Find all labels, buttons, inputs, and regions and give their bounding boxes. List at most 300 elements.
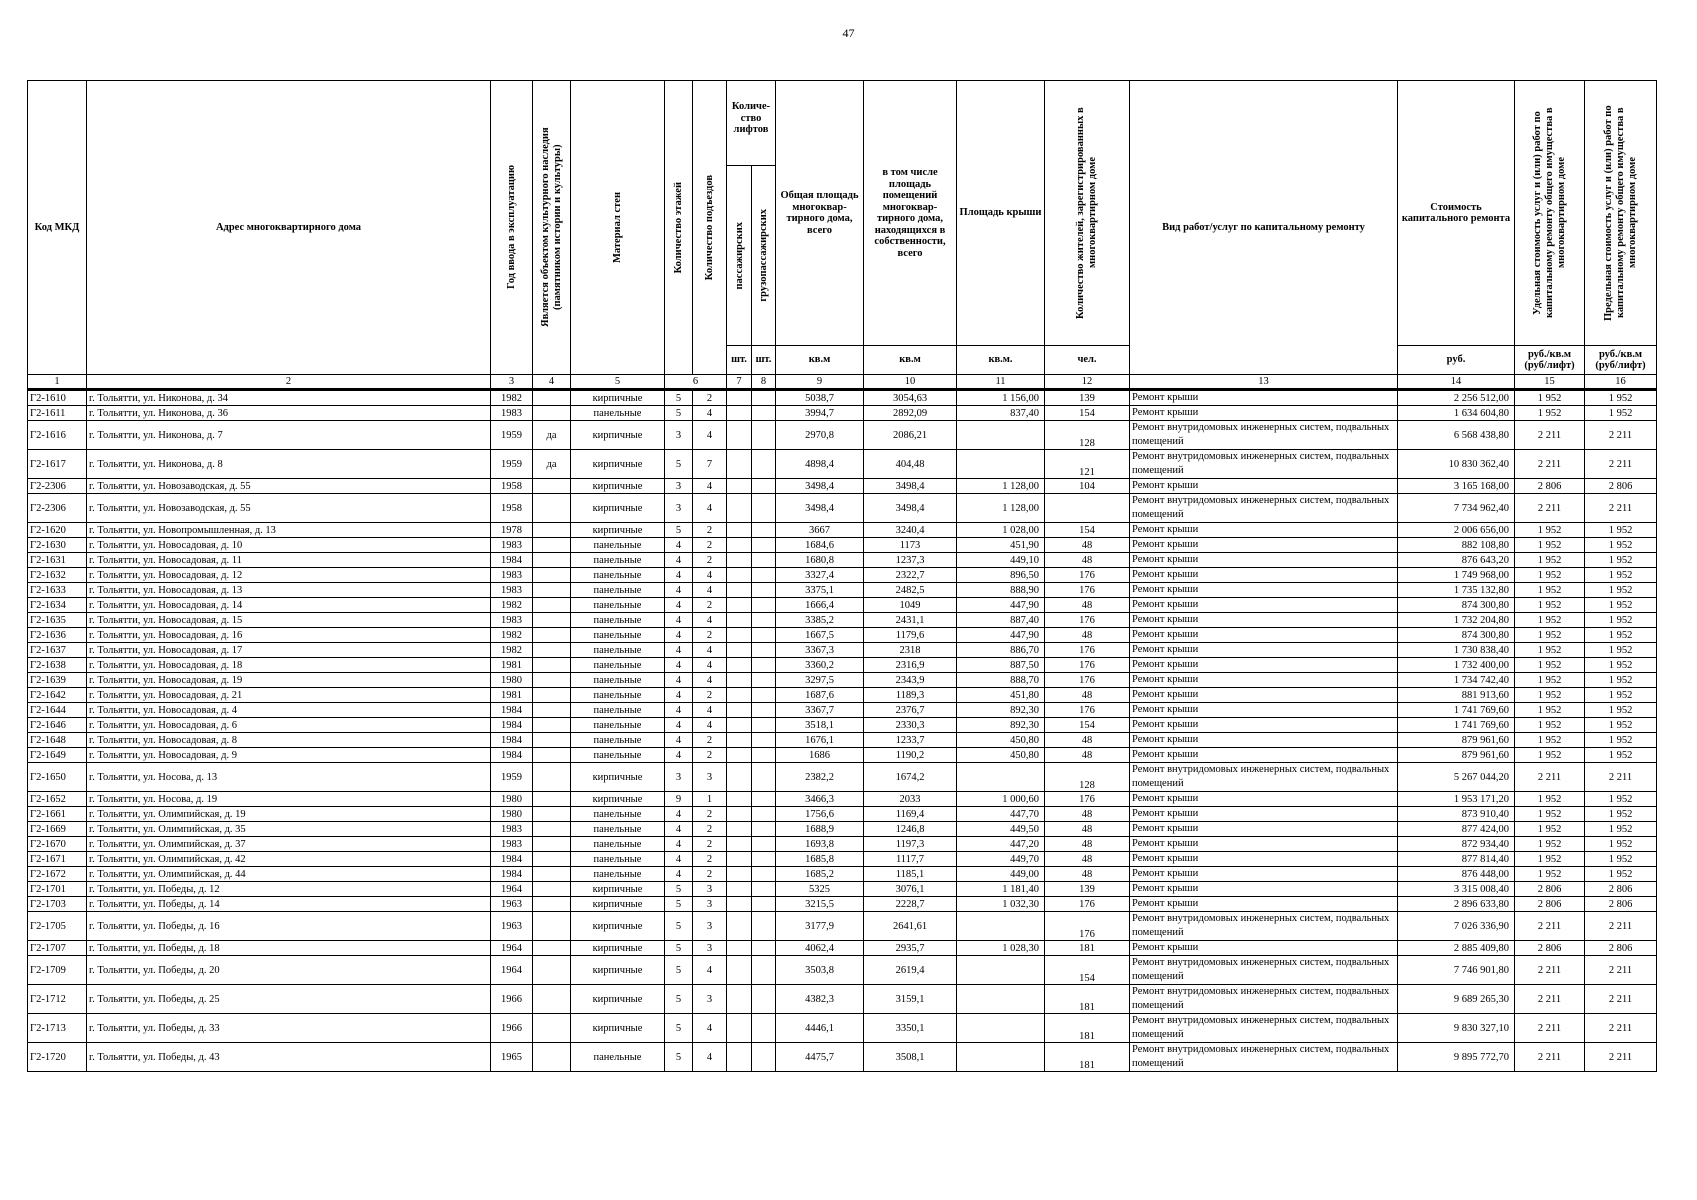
cell-total-area: 4382,3 <box>776 985 864 1014</box>
cell-lifts-pass <box>727 673 752 688</box>
cell-owned-area: 3498,4 <box>864 494 957 523</box>
cell-total-area: 1666,4 <box>776 598 864 613</box>
cell-entrances: 4 <box>693 583 727 598</box>
cell-year: 1982 <box>491 390 533 406</box>
cell-code: Г2-1635 <box>28 613 87 628</box>
cell-cost: 1 749 968,00 <box>1398 568 1515 583</box>
cell-cost: 877 424,00 <box>1398 822 1515 837</box>
cell-heritage <box>533 583 571 598</box>
cell-owned-area: 1674,2 <box>864 763 957 792</box>
cell-heritage <box>533 748 571 763</box>
cell-year: 1980 <box>491 807 533 822</box>
cell-roof-area: 451,90 <box>957 538 1045 553</box>
cell-unit-cost: 1 952 <box>1515 688 1585 703</box>
cell-floors: 4 <box>665 688 693 703</box>
cell-owned-area: 2376,7 <box>864 703 957 718</box>
cell-lifts-pass <box>727 479 752 494</box>
cell-residents: 139 <box>1045 882 1130 897</box>
cell-cost: 2 256 512,00 <box>1398 390 1515 406</box>
cell-address: г. Тольятти, ул. Олимпийская, д. 44 <box>87 867 491 882</box>
cell-heritage <box>533 882 571 897</box>
cell-wall: кирпичные <box>571 941 665 956</box>
cell-unit-cost: 1 952 <box>1515 837 1585 852</box>
cell-total-area: 3297,5 <box>776 673 864 688</box>
cell-code: Г2-1720 <box>28 1043 87 1072</box>
cell-cost: 1 741 769,60 <box>1398 703 1515 718</box>
cell-address: г. Тольятти, ул. Олимпийская, д. 42 <box>87 852 491 867</box>
cell-unit-cost: 2 806 <box>1515 941 1585 956</box>
cell-code: Г2-1644 <box>28 703 87 718</box>
cell-floors: 4 <box>665 673 693 688</box>
cell-wall: кирпичные <box>571 479 665 494</box>
table-body <box>28 390 1657 1072</box>
cell-residents: 154 <box>1045 718 1130 733</box>
table-row <box>28 1014 1657 1043</box>
cell-floors: 3 <box>665 421 693 450</box>
cell-heritage <box>533 956 571 985</box>
cell-roof-area: 1 128,00 <box>957 494 1045 523</box>
cell-wall: панельные <box>571 1043 665 1072</box>
cell-wall: панельные <box>571 807 665 822</box>
cell-entrances: 7 <box>693 450 727 479</box>
cell-max-cost: 1 952 <box>1585 523 1657 538</box>
cell-owned-area: 1189,3 <box>864 688 957 703</box>
cell-unit-cost: 2 211 <box>1515 912 1585 941</box>
cell-entrances: 4 <box>693 658 727 673</box>
cell-work: Ремонт внутридомовых инженерных систем, подвальных помещений <box>1130 1014 1398 1043</box>
cell-year: 1964 <box>491 882 533 897</box>
cell-wall: кирпичные <box>571 956 665 985</box>
cell-work: Ремонт внутридомовых инженерных систем, подвальных помещений <box>1130 956 1398 985</box>
cell-wall: панельные <box>571 852 665 867</box>
cell-heritage <box>533 523 571 538</box>
cell-entrances: 4 <box>693 479 727 494</box>
cell-unit-cost: 2 806 <box>1515 882 1585 897</box>
unit-lifts-pass: шт. <box>727 346 752 375</box>
cell-heritage <box>533 479 571 494</box>
table-row <box>28 658 1657 673</box>
cell-lifts-pass <box>727 912 752 941</box>
table-row <box>28 450 1657 479</box>
cell-address: г. Тольятти, ул. Никонова, д. 8 <box>87 450 491 479</box>
cell-owned-area: 1246,8 <box>864 822 957 837</box>
cell-floors: 5 <box>665 956 693 985</box>
cell-roof-area: 447,70 <box>957 807 1045 822</box>
cell-entrances: 2 <box>693 837 727 852</box>
cell-cost: 7 734 962,40 <box>1398 494 1515 523</box>
cell-floors: 5 <box>665 985 693 1014</box>
cell-entrances: 4 <box>693 494 727 523</box>
cell-address: г. Тольятти, ул. Новопромышленная, д. 13 <box>87 523 491 538</box>
cell-max-cost: 1 952 <box>1585 673 1657 688</box>
cell-floors: 4 <box>665 837 693 852</box>
cell-unit-cost: 1 952 <box>1515 628 1585 643</box>
column-number: 15 <box>1515 375 1585 390</box>
cell-cost: 872 934,40 <box>1398 837 1515 852</box>
table-row <box>28 867 1657 882</box>
cell-entrances: 2 <box>693 553 727 568</box>
cell-entrances: 3 <box>693 912 727 941</box>
cell-heritage <box>533 837 571 852</box>
cell-year: 1959 <box>491 450 533 479</box>
column-number: 6 <box>665 375 727 390</box>
cell-unit-cost: 1 952 <box>1515 583 1585 598</box>
cell-entrances: 2 <box>693 598 727 613</box>
cell-floors: 9 <box>665 792 693 807</box>
cell-wall: кирпичные <box>571 912 665 941</box>
cell-max-cost: 1 952 <box>1585 406 1657 421</box>
cell-address: г. Тольятти, ул. Победы, д. 25 <box>87 985 491 1014</box>
cell-lifts-cargo <box>752 673 776 688</box>
cell-residents: 181 <box>1045 941 1130 956</box>
cell-code: Г2-1669 <box>28 822 87 837</box>
cell-floors: 4 <box>665 613 693 628</box>
cell-owned-area: 1117,7 <box>864 852 957 867</box>
cell-code: Г2-1652 <box>28 792 87 807</box>
cell-lifts-pass <box>727 985 752 1014</box>
cell-year: 1959 <box>491 763 533 792</box>
table-row <box>28 406 1657 421</box>
cell-address: г. Тольятти, ул. Никонова, д. 7 <box>87 421 491 450</box>
cell-max-cost: 1 952 <box>1585 613 1657 628</box>
cell-floors: 4 <box>665 703 693 718</box>
cell-year: 1964 <box>491 956 533 985</box>
cell-lifts-cargo <box>752 613 776 628</box>
cell-roof-area <box>957 450 1045 479</box>
cell-cost: 2 006 656,00 <box>1398 523 1515 538</box>
unit-lifts-cargo: шт. <box>752 346 776 375</box>
cell-lifts-cargo <box>752 421 776 450</box>
cell-residents: 176 <box>1045 583 1130 598</box>
cell-address: г. Тольятти, ул. Новосадовая, д. 17 <box>87 643 491 658</box>
cell-residents: 176 <box>1045 703 1130 718</box>
cell-year: 1966 <box>491 985 533 1014</box>
cell-work: Ремонт крыши <box>1130 523 1398 538</box>
header-work: Вид работ/услуг по капитальному ремонту <box>1130 81 1398 375</box>
cell-lifts-pass <box>727 450 752 479</box>
cell-heritage <box>533 985 571 1014</box>
cell-year: 1983 <box>491 406 533 421</box>
cell-lifts-pass <box>727 703 752 718</box>
cell-work: Ремонт внутридомовых инженерных систем, подвальных помещений <box>1130 912 1398 941</box>
cell-total-area: 3498,4 <box>776 479 864 494</box>
column-number: 10 <box>864 375 957 390</box>
cell-lifts-cargo <box>752 763 776 792</box>
cell-lifts-pass <box>727 598 752 613</box>
cell-owned-area: 3054,63 <box>864 390 957 406</box>
header-residents: Количество жителей, зарегистрированных в многоквартирном доме <box>1045 81 1130 346</box>
cell-lifts-cargo <box>752 837 776 852</box>
cell-code: Г2-1703 <box>28 897 87 912</box>
cell-cost: 874 300,80 <box>1398 598 1515 613</box>
cell-lifts-pass <box>727 688 752 703</box>
cell-work: Ремонт внутридомовых инженерных систем, подвальных помещений <box>1130 985 1398 1014</box>
cell-entrances: 2 <box>693 748 727 763</box>
cell-max-cost: 1 952 <box>1585 792 1657 807</box>
cell-heritage <box>533 807 571 822</box>
cell-lifts-cargo <box>752 628 776 643</box>
cell-code: Г2-1670 <box>28 837 87 852</box>
cell-lifts-pass <box>727 852 752 867</box>
cell-max-cost: 1 952 <box>1585 658 1657 673</box>
cell-floors: 5 <box>665 912 693 941</box>
cell-roof-area: 449,00 <box>957 867 1045 882</box>
cell-cost: 874 300,80 <box>1398 628 1515 643</box>
cell-code: Г2-2306 <box>28 494 87 523</box>
cell-roof-area <box>957 912 1045 941</box>
cell-lifts-cargo <box>752 912 776 941</box>
cell-residents <box>1045 494 1130 523</box>
cell-owned-area: 1173 <box>864 538 957 553</box>
cell-lifts-cargo <box>752 658 776 673</box>
cell-work: Ремонт крыши <box>1130 688 1398 703</box>
table-row <box>28 688 1657 703</box>
cell-roof-area: 892,30 <box>957 703 1045 718</box>
cell-address: г. Тольятти, ул. Победы, д. 18 <box>87 941 491 956</box>
cell-max-cost: 1 952 <box>1585 718 1657 733</box>
cell-wall: кирпичные <box>571 792 665 807</box>
cell-work: Ремонт крыши <box>1130 718 1398 733</box>
cell-lifts-cargo <box>752 568 776 583</box>
cell-heritage <box>533 553 571 568</box>
cell-work: Ремонт крыши <box>1130 598 1398 613</box>
cell-entrances: 3 <box>693 897 727 912</box>
cell-cost: 3 315 008,40 <box>1398 882 1515 897</box>
cell-work: Ремонт крыши <box>1130 837 1398 852</box>
cell-owned-area: 3498,4 <box>864 479 957 494</box>
cell-cost: 9 689 265,30 <box>1398 985 1515 1014</box>
cell-wall: панельные <box>571 867 665 882</box>
cell-heritage <box>533 673 571 688</box>
cell-roof-area <box>957 985 1045 1014</box>
cell-work: Ремонт внутридомовых инженерных систем, подвальных помещений <box>1130 763 1398 792</box>
cell-owned-area: 2318 <box>864 643 957 658</box>
cell-work: Ремонт крыши <box>1130 613 1398 628</box>
cell-max-cost: 1 952 <box>1585 807 1657 822</box>
cell-lifts-pass <box>727 658 752 673</box>
cell-residents: 48 <box>1045 748 1130 763</box>
header-wall: Материал стен <box>571 81 665 375</box>
cell-max-cost: 2 211 <box>1585 956 1657 985</box>
cell-lifts-pass <box>727 628 752 643</box>
cell-residents: 176 <box>1045 658 1130 673</box>
table-row <box>28 1043 1657 1072</box>
cell-lifts-pass <box>727 406 752 421</box>
cell-address: г. Тольятти, ул. Новосадовая, д. 9 <box>87 748 491 763</box>
cell-roof-area: 896,50 <box>957 568 1045 583</box>
cell-total-area: 3498,4 <box>776 494 864 523</box>
cell-year: 1984 <box>491 852 533 867</box>
cell-wall: кирпичные <box>571 1014 665 1043</box>
cell-total-area: 4062,4 <box>776 941 864 956</box>
cell-total-area: 3367,3 <box>776 643 864 658</box>
cell-work: Ремонт крыши <box>1130 568 1398 583</box>
column-number: 11 <box>957 375 1045 390</box>
cell-entrances: 4 <box>693 643 727 658</box>
cell-lifts-pass <box>727 568 752 583</box>
cell-address: г. Тольятти, ул. Новосадовая, д. 6 <box>87 718 491 733</box>
cell-max-cost: 2 211 <box>1585 1043 1657 1072</box>
cell-floors: 4 <box>665 822 693 837</box>
cell-year: 1983 <box>491 822 533 837</box>
cell-lifts-cargo <box>752 583 776 598</box>
cell-cost: 881 913,60 <box>1398 688 1515 703</box>
cell-unit-cost: 1 952 <box>1515 673 1585 688</box>
cell-heritage <box>533 598 571 613</box>
cell-owned-area: 1197,3 <box>864 837 957 852</box>
cell-total-area: 3360,2 <box>776 658 864 673</box>
header-max-cost: Предельная стоимость услуг и (или) работ по капитальному ремонту общего имущества в многоквартирном доме <box>1585 81 1657 346</box>
cell-owned-area: 3076,1 <box>864 882 957 897</box>
cell-address: г. Тольятти, ул. Новосадовая, д. 14 <box>87 598 491 613</box>
cell-work: Ремонт крыши <box>1130 479 1398 494</box>
cell-lifts-pass <box>727 763 752 792</box>
cell-lifts-cargo <box>752 807 776 822</box>
cell-max-cost: 2 211 <box>1585 450 1657 479</box>
cell-entrances: 4 <box>693 1043 727 1072</box>
cell-year: 1959 <box>491 421 533 450</box>
cell-heritage <box>533 941 571 956</box>
cell-year: 1983 <box>491 613 533 628</box>
cell-max-cost: 2 806 <box>1585 941 1657 956</box>
cell-total-area: 1676,1 <box>776 733 864 748</box>
cell-roof-area: 892,30 <box>957 718 1045 733</box>
cell-lifts-pass <box>727 822 752 837</box>
cell-max-cost: 1 952 <box>1585 568 1657 583</box>
cell-work: Ремонт крыши <box>1130 583 1398 598</box>
cell-work: Ремонт крыши <box>1130 643 1398 658</box>
header-floors: Количество этажей <box>665 81 693 375</box>
cell-total-area: 1687,6 <box>776 688 864 703</box>
cell-roof-area: 1 181,40 <box>957 882 1045 897</box>
cell-floors: 4 <box>665 748 693 763</box>
cell-code: Г2-1633 <box>28 583 87 598</box>
cell-floors: 4 <box>665 553 693 568</box>
cell-residents: 48 <box>1045 822 1130 837</box>
cell-year: 1964 <box>491 941 533 956</box>
cell-wall: панельные <box>571 658 665 673</box>
cell-wall: панельные <box>571 628 665 643</box>
cell-roof-area: 451,80 <box>957 688 1045 703</box>
cell-address: г. Тольятти, ул. Новосадовая, д. 21 <box>87 688 491 703</box>
cell-work: Ремонт крыши <box>1130 807 1398 822</box>
header-unit-cost: Удельная стоимость услуг и (или) работ по капитальному ремонту общего имущества в многоквартирном доме <box>1515 81 1585 346</box>
cell-max-cost: 1 952 <box>1585 852 1657 867</box>
cell-lifts-pass <box>727 897 752 912</box>
table-row <box>28 628 1657 643</box>
cell-floors: 4 <box>665 852 693 867</box>
cell-unit-cost: 1 952 <box>1515 852 1585 867</box>
cell-address: г. Тольятти, ул. Победы, д. 14 <box>87 897 491 912</box>
cell-floors: 3 <box>665 494 693 523</box>
cell-work: Ремонт крыши <box>1130 406 1398 421</box>
cell-cost: 1 732 204,80 <box>1398 613 1515 628</box>
cell-cost: 1 730 838,40 <box>1398 643 1515 658</box>
cell-wall: панельные <box>571 837 665 852</box>
cell-lifts-cargo <box>752 882 776 897</box>
table-row <box>28 807 1657 822</box>
cell-code: Г2-1620 <box>28 523 87 538</box>
cell-floors: 4 <box>665 867 693 882</box>
cell-max-cost: 1 952 <box>1585 837 1657 852</box>
cell-year: 1984 <box>491 748 533 763</box>
table-row <box>28 956 1657 985</box>
cell-cost: 5 267 044,20 <box>1398 763 1515 792</box>
cell-unit-cost: 2 211 <box>1515 494 1585 523</box>
cell-residents: 176 <box>1045 613 1130 628</box>
cell-floors: 4 <box>665 628 693 643</box>
column-number: 16 <box>1585 375 1657 390</box>
cell-cost: 10 830 362,40 <box>1398 450 1515 479</box>
cell-total-area: 2970,8 <box>776 421 864 450</box>
cell-total-area: 1685,2 <box>776 867 864 882</box>
cell-lifts-pass <box>727 553 752 568</box>
cell-roof-area: 887,40 <box>957 613 1045 628</box>
cell-unit-cost: 2 211 <box>1515 421 1585 450</box>
cell-residents: 128 <box>1045 421 1130 450</box>
cell-heritage <box>533 538 571 553</box>
table-row <box>28 598 1657 613</box>
cell-year: 1980 <box>491 792 533 807</box>
cell-cost: 879 961,60 <box>1398 748 1515 763</box>
cell-wall: панельные <box>571 643 665 658</box>
cell-total-area: 1685,8 <box>776 852 864 867</box>
cell-total-area: 2382,2 <box>776 763 864 792</box>
cell-lifts-pass <box>727 643 752 658</box>
cell-lifts-cargo <box>752 748 776 763</box>
cell-wall: панельные <box>571 718 665 733</box>
table-row <box>28 553 1657 568</box>
cell-wall: кирпичные <box>571 763 665 792</box>
column-number: 5 <box>571 375 665 390</box>
cell-roof-area <box>957 1043 1045 1072</box>
header-code: Код МКД <box>28 81 87 375</box>
cell-unit-cost: 2 211 <box>1515 1043 1585 1072</box>
cell-work: Ремонт крыши <box>1130 941 1398 956</box>
cell-roof-area: 1 000,60 <box>957 792 1045 807</box>
cell-total-area: 3994,7 <box>776 406 864 421</box>
cell-code: Г2-1632 <box>28 568 87 583</box>
cell-lifts-cargo <box>752 733 776 748</box>
cell-entrances: 4 <box>693 421 727 450</box>
cell-unit-cost: 1 952 <box>1515 568 1585 583</box>
cell-floors: 4 <box>665 807 693 822</box>
table-row <box>28 792 1657 807</box>
header-year: Год ввода в эксплуатацию <box>491 81 533 375</box>
cell-owned-area: 2892,09 <box>864 406 957 421</box>
cell-lifts-pass <box>727 733 752 748</box>
cell-lifts-cargo <box>752 718 776 733</box>
cell-lifts-pass <box>727 538 752 553</box>
cell-cost: 1 735 132,80 <box>1398 583 1515 598</box>
cell-residents: 176 <box>1045 897 1130 912</box>
cell-lifts-pass <box>727 941 752 956</box>
table-row <box>28 568 1657 583</box>
cell-code: Г2-1634 <box>28 598 87 613</box>
cell-work: Ремонт крыши <box>1130 792 1398 807</box>
cell-heritage <box>533 822 571 837</box>
cell-roof-area: 450,80 <box>957 733 1045 748</box>
cell-owned-area: 2316,9 <box>864 658 957 673</box>
cell-code: Г2-2306 <box>28 479 87 494</box>
cell-entrances: 2 <box>693 688 727 703</box>
cell-heritage <box>533 792 571 807</box>
cell-roof-area: 886,70 <box>957 643 1045 658</box>
cell-cost: 1 732 400,00 <box>1398 658 1515 673</box>
cell-entrances: 2 <box>693 822 727 837</box>
cell-max-cost: 1 952 <box>1585 688 1657 703</box>
cell-cost: 3 165 168,00 <box>1398 479 1515 494</box>
